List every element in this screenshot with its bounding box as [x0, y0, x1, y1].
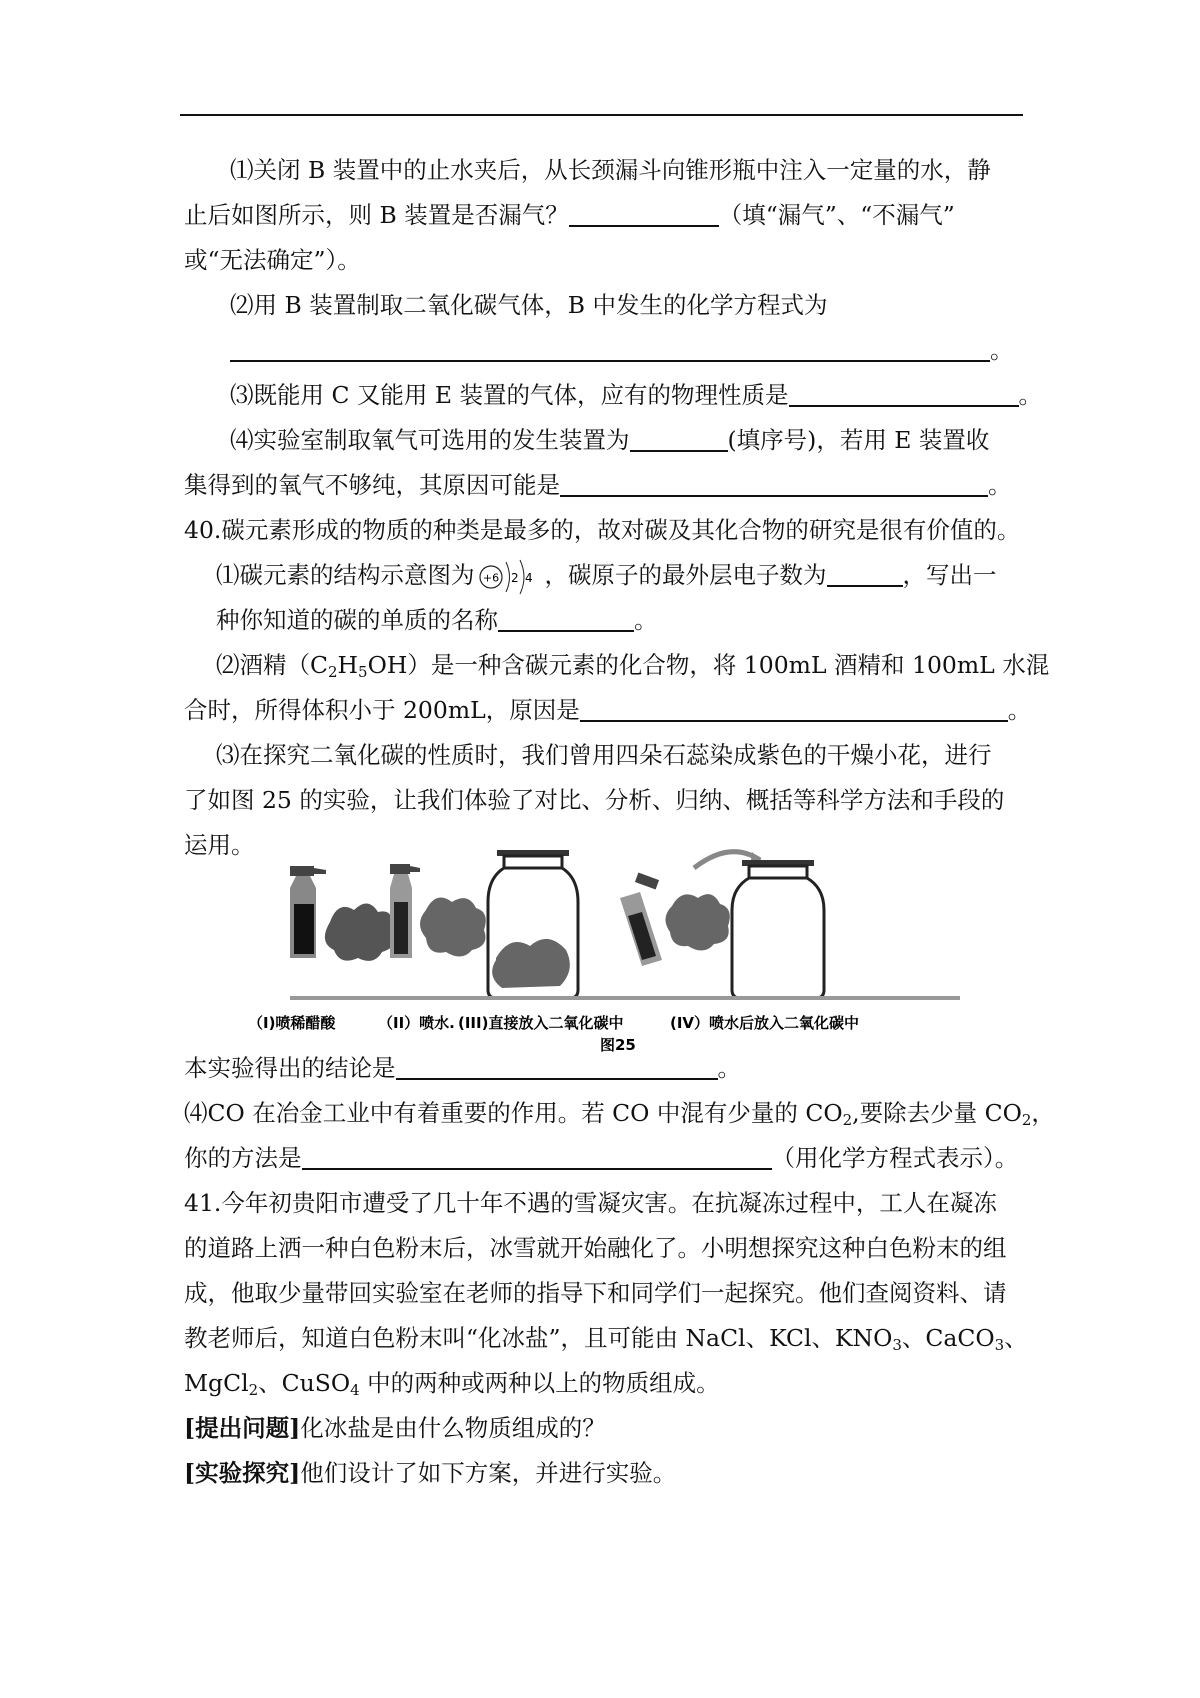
q41-ask-question: [提出问题]化冰盐是由什么物质组成的？: [184, 1414, 606, 1442]
flower-3-icon: [665, 894, 729, 950]
q40-p3-line3: 运用。: [184, 831, 255, 859]
q40-p1-line2: 种你知道的碳的单质的名称 。: [184, 598, 1020, 643]
atom-shell2-label: 4: [524, 570, 533, 585]
figure-caption-1: （I)喷稀醋酸: [248, 1014, 336, 1032]
q39-p4-line2: 集得到的氧气不够纯，其原因可能是 。: [184, 463, 1020, 508]
q39-p1-line1: ⑴关闭 B 装置中的止水夹后，从长颈漏斗向锥形瓶中注入一定量的水，静: [230, 156, 991, 184]
spray-bottle-water-icon: [390, 864, 420, 958]
answer-blank-physical-property[interactable]: [789, 375, 1019, 407]
q40-conclusion: 本实验得出的结论是 。: [184, 1046, 1020, 1091]
answer-blank-method[interactable]: [302, 1138, 772, 1170]
q40-title: 40.碳元素形成的物质的种类是最多的，故对碳及其化合物的研究是很有价值的。: [184, 516, 1021, 544]
q40-p2-line2: 合时，所得体积小于 200mL，原因是 。: [184, 688, 1020, 733]
q41-line5: MgCl$_2$、CuSO$_4$ 中的两种或两种以上的物质组成。: [184, 1369, 720, 1399]
q39-p1-line3: 或“无法确定”）。: [184, 246, 361, 274]
figure-caption-4: (IV）喷水后放入二氧化碳中: [670, 1014, 860, 1032]
answer-blank-conclusion[interactable]: [396, 1048, 718, 1080]
q40-p1-line1: ⑴碳元素的结构示意图为 +6 2 4 ，碳原子的最外层电子数为 ，写出一: [184, 553, 1020, 598]
question-39-40-text: [184, 148, 1050, 868]
spray-bottle-water-2-icon: [620, 873, 662, 966]
q39-p2-line1: ⑵用 B 装置制取二氧化碳气体，B 中发生的化学方程式为: [230, 291, 828, 319]
flower-1-icon: [325, 903, 395, 960]
header-rule: [180, 114, 1023, 116]
answer-blank-volume-reason[interactable]: [580, 690, 1008, 722]
q39-p1-line2: 止后如图所示，则 B 装置是否漏气？ （填“漏气”、“不漏气”: [184, 193, 1020, 238]
answer-blank-device[interactable]: [630, 420, 728, 452]
question-40-41-text: [184, 1046, 1055, 1496]
answer-blank-reason[interactable]: [560, 465, 988, 497]
figure-label: 图25: [600, 1036, 636, 1054]
q41-line2: 的道路上洒一种白色粉末后，冰雪就开始融化了。小明想探究这种白色粉末的组: [184, 1234, 1007, 1262]
figure-caption-3: (III)直接放入二氧化碳中: [458, 1014, 624, 1032]
atom-shell1-label: 2: [510, 570, 519, 585]
q41-experiment: [实验探究]他们设计了如下方案，并进行实验。: [184, 1459, 677, 1487]
q40-p3-line2: 了如图 25 的实验，让我们体验了对比、分析、归纳、概括等科学方法和手段的: [184, 786, 1005, 814]
answer-blank-electrons[interactable]: [827, 555, 903, 587]
jar-dry-co2-icon: [488, 850, 578, 998]
q40-p4-line1: ⑷CO 在冶金工业中有着重要的作用。若 CO 中混有少量的 $CO_2$,要除去少量 $CO_2$，: [184, 1099, 1055, 1129]
answer-blank-leak[interactable]: [569, 195, 719, 227]
q40-p4-line2: 你的方法是 （用化学方程式表示）。: [184, 1136, 1020, 1181]
answer-blank-carbon-name[interactable]: [498, 600, 634, 632]
q39-p2-line2: 。: [184, 328, 1020, 373]
jar-sprayed-co2-icon: [732, 860, 824, 998]
q39-p3: ⑶既能用 C 又能用 E 装置的气体，应有的物理性质是 。: [184, 373, 1020, 418]
q41-line4: 教老师后，知道白色粉末叫“化冰盐”，且可能由 NaCl、KCl、$KNO_3$、CaCO$_3$、: [184, 1324, 1028, 1354]
flower-2-icon: [420, 898, 486, 957]
q40-p3-line1: ⑶在探究二氧化碳的性质时，我们曾用四朵石蕊染成紫色的干燥小花，进行: [216, 741, 992, 769]
answer-blank-equation[interactable]: [230, 330, 990, 362]
carbon-atom-structure-icon: [475, 556, 545, 598]
q41-line1: 41.今年初贵阳市遭受了几十年不遇的雪凝灾害。在抗凝冻过程中，工人在凝冻: [184, 1189, 997, 1217]
q40-p2-line1: ⑵酒精$(C_2H_5OH)$是一种含碳元素的化合物，将 100mL 酒精和 100mL 水混: [216, 651, 1050, 681]
spray-bottle-vinegar-icon: [290, 866, 326, 958]
q39-p4-line1: ⑷实验室制取氧气可选用的发生装置为 (填序号)，若用 E 装置收: [184, 418, 1020, 463]
figure-25-experiment: [248, 848, 960, 1054]
atom-nucleus-label: +6: [482, 571, 499, 584]
figure-caption-2: （II）喷水.: [378, 1014, 455, 1032]
q41-line3: 成，他取少量带回实验室在老师的指导下和同学们一起探究。他们查阅资料、请: [184, 1279, 1007, 1307]
